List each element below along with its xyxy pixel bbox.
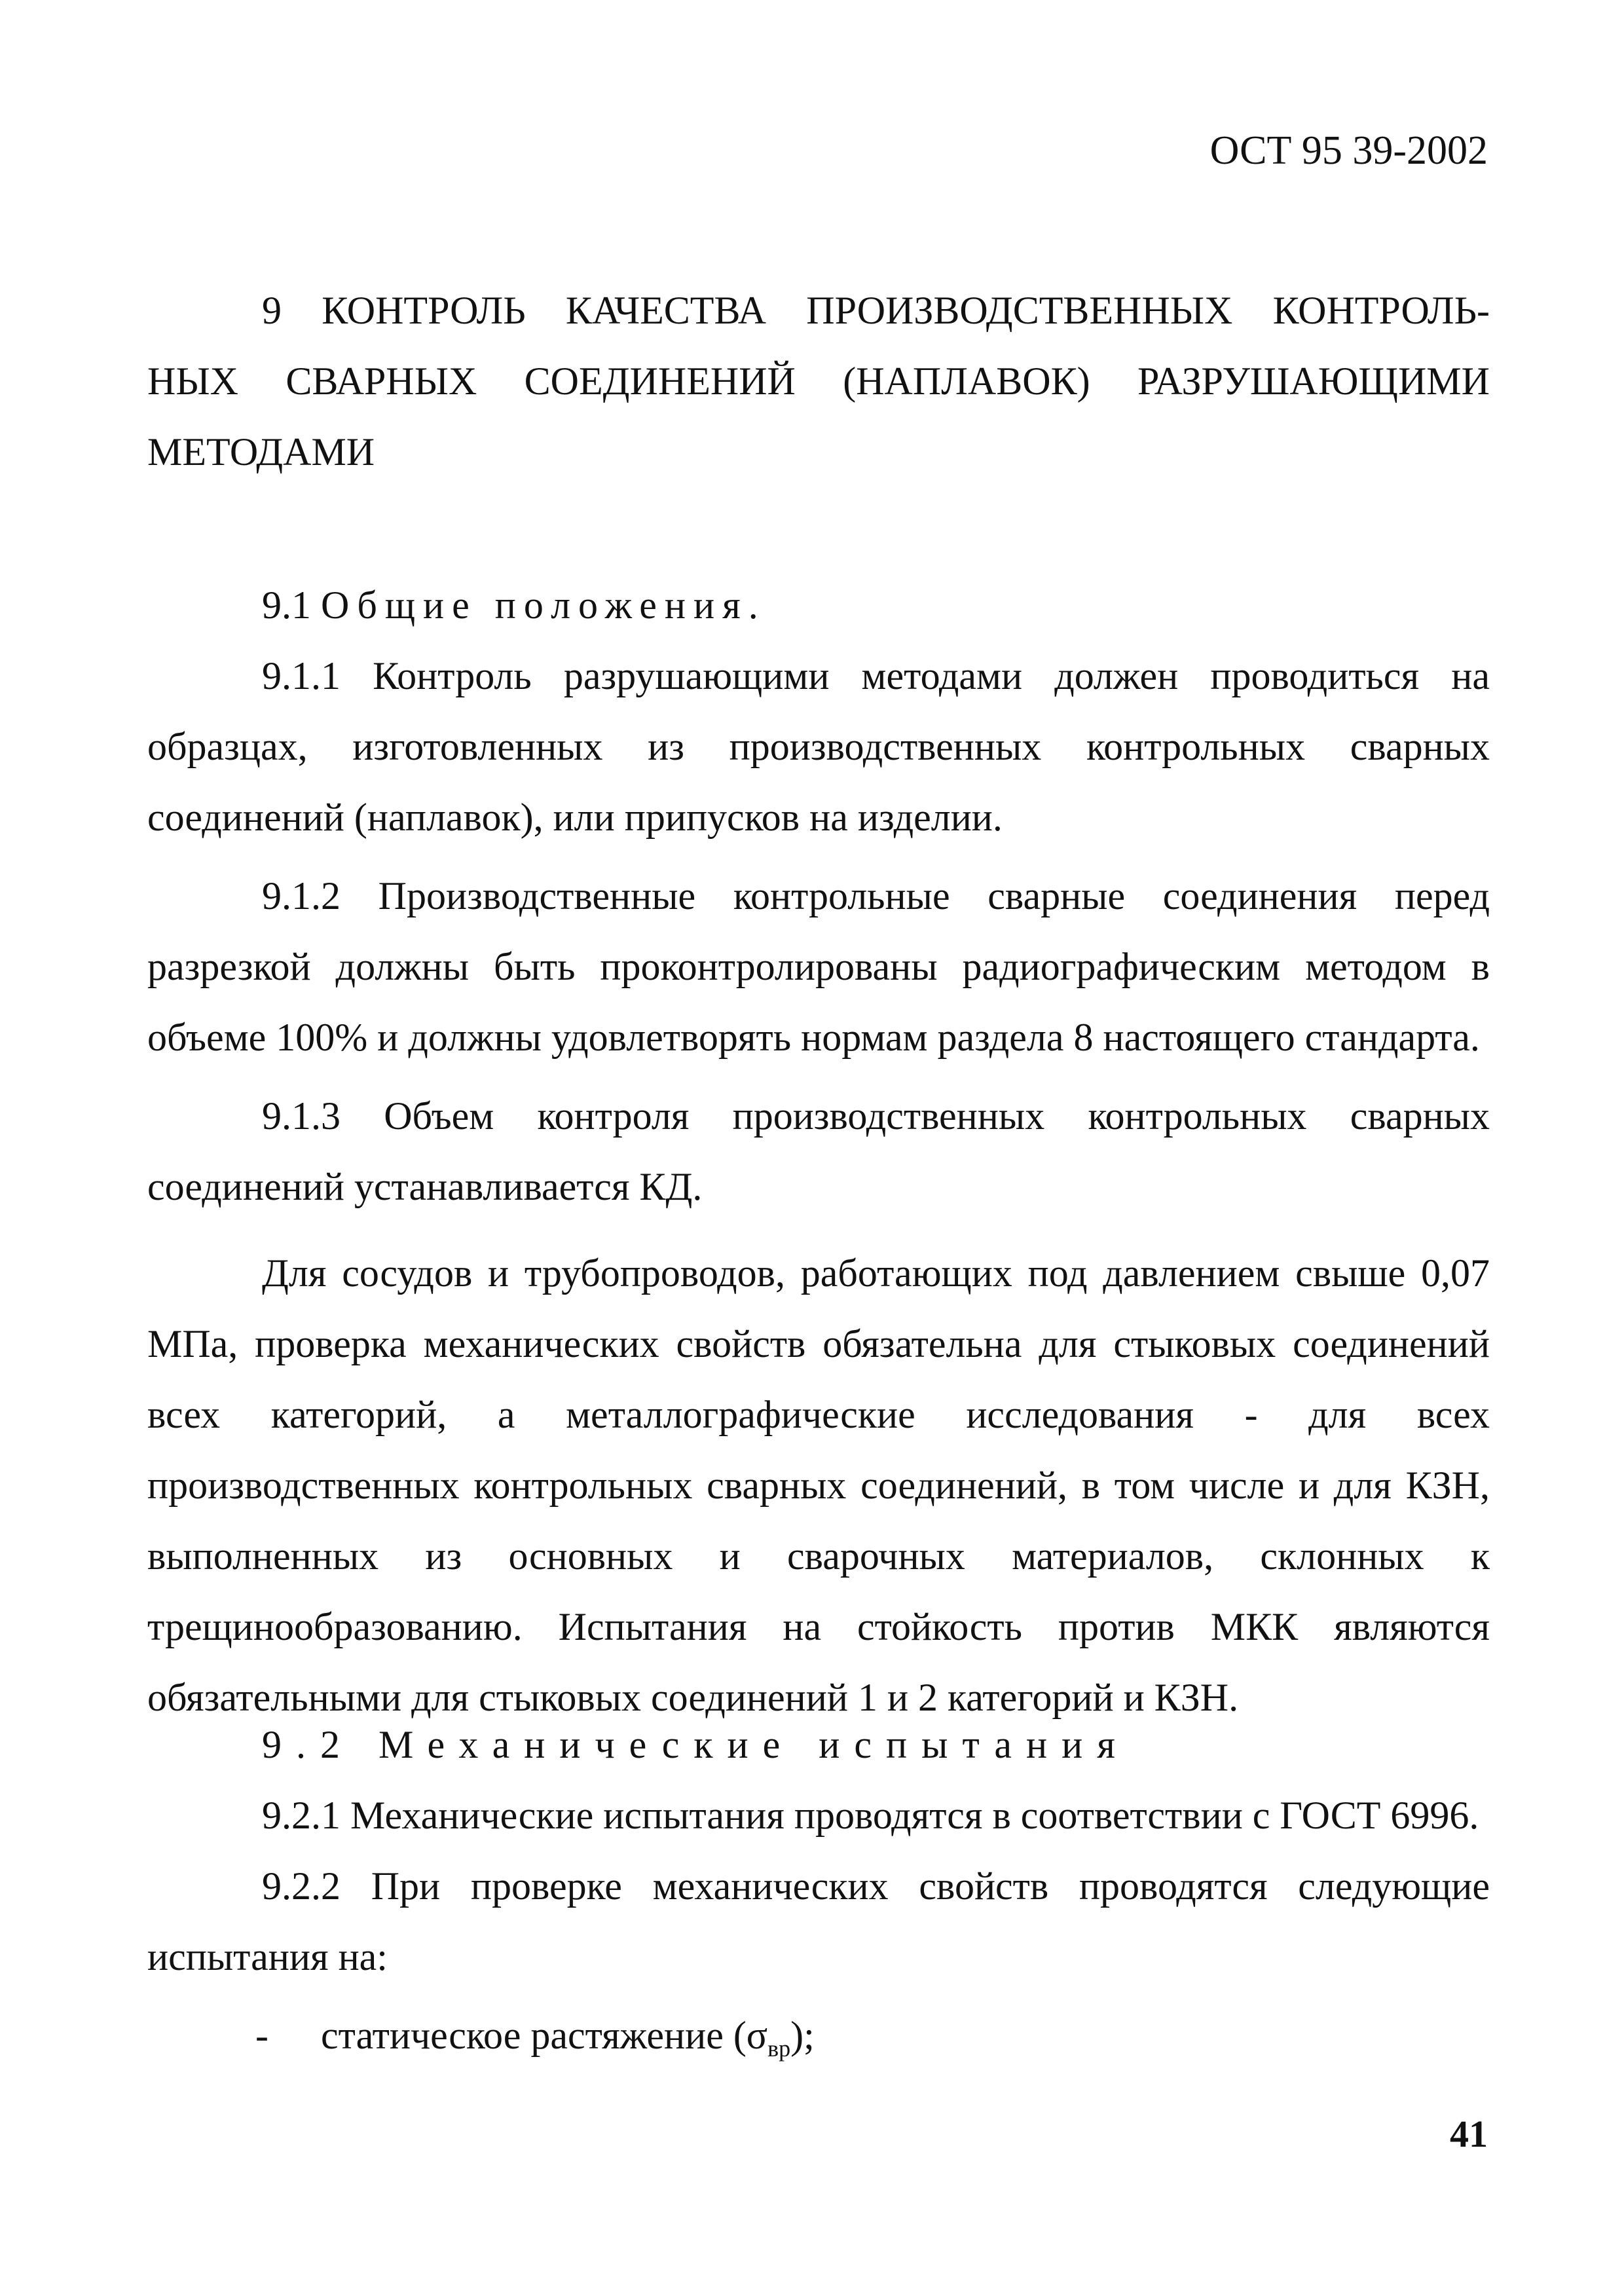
paragraph-9-1-3-continued: Для сосудов и трубопроводов, работающих под давлением свыше 0,07 МПа, проверка механических свойств обязательна для стыковых соединений всех категорий, а металлографические исследования - для всех производственных контрольных сварных соединений, в том числе и для КЗН, выполненных из основных и сварочных материалов, склонных к трещинообразованию. Испытания на стойкость против МКК являются обязательными для стыковых соединений 1 и 2 категорий и КЗН. (147, 1251, 1490, 1719)
section-9-2 (147, 1709, 1490, 2071)
paragraph-9-1-1: 9.1.1 Контроль разрушающими методами должен проводиться на образцах, изготовленных из производственных контрольных сварных соединений (наплавок), или припусков на изделии. (147, 654, 1490, 839)
list-item: - статическое растяжение $(\sigma_{вр})$; (255, 2014, 815, 2062)
page-number: 41 (1450, 2113, 1488, 2155)
title-line-1: 9 КОНТРОЛЬ КАЧЕСТВА ПРОИЗВОДСТВЕННЫХ КОНТРОЛЬ- (262, 289, 1490, 332)
title-line-2: НЫХ СВАРНЫХ СОЕДИНЕНИЙ (НАПЛАВОК) РАЗРУШАЮЩИМИ (147, 360, 1490, 403)
paragraph-9-1-2: 9.1.2 Производственные контрольные сварные соединения перед разрезкой должны быть проконтролированы радиографическим методом в объеме 100% и должны удовлетворять нормам раздела 8 настоящего стандарта. (147, 874, 1490, 1059)
subsection-heading-9-2: 9.2 Механические испытания (262, 1723, 1130, 1766)
document-code: ОСТ 95 39-2002 (1209, 128, 1488, 173)
section-9-1 (147, 570, 1490, 1733)
title-line-3: МЕТОДАМИ (147, 430, 375, 473)
section-title (147, 275, 1490, 487)
paragraph-9-2-2: 9.2.2 При проверке механических свойств проводятся следующие испытания на: (147, 1864, 1490, 1978)
paragraph-9-1-3: 9.1.3 Объем контроля производственных контрольных сварных соединений устанавливается КД. (147, 1094, 1490, 1208)
subsection-heading-9-1: 9.1 Общие положения. (262, 583, 758, 627)
paragraph-9-2-1: 9.2.1 Механические испытания проводятся в соответствии с ГОСТ 6996. (262, 1794, 1479, 1837)
